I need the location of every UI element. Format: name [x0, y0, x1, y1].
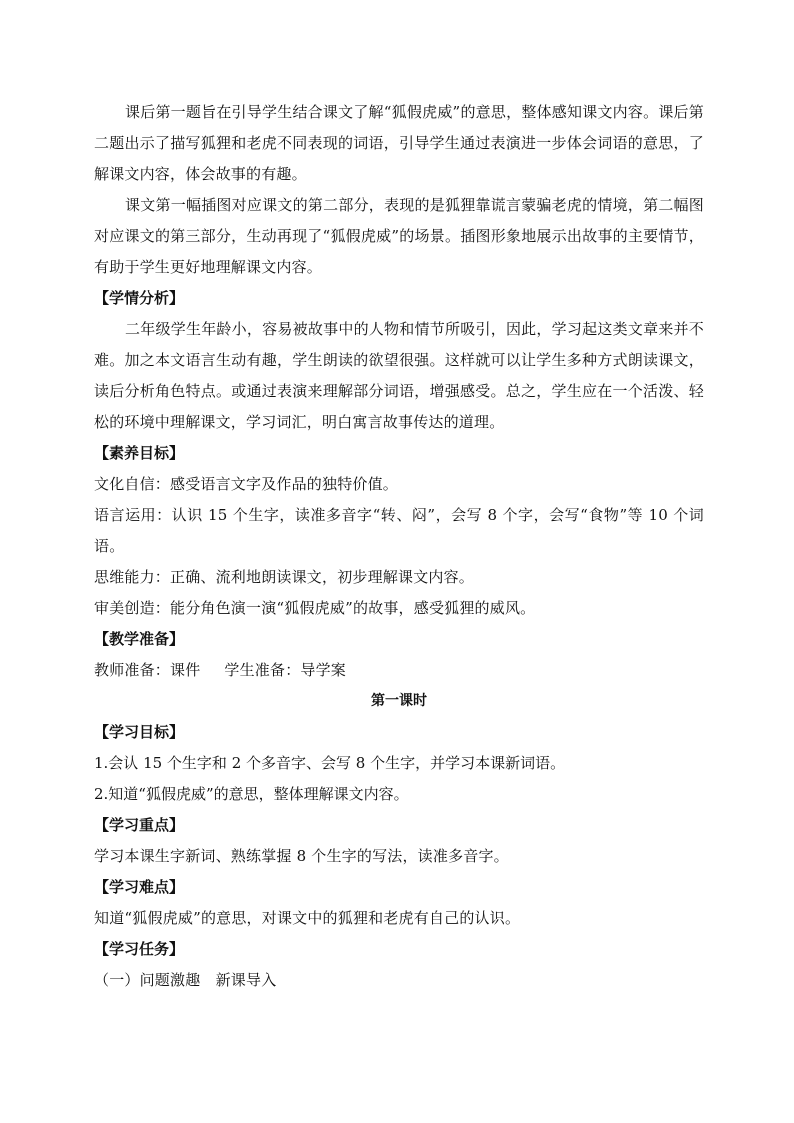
intro-paragraph-2: 课文第一幅插图对应课文的第二部分，表现的是狐狸靠谎言蒙骗老虎的情境，第二幅图对应课文的第三部分，生动再现了“狐假虎威”的场景。插图形象地展示出故事的主要情节，有助于学生更好地理解课文内容。 [94, 196, 704, 276]
tasks-heading: 【学习任务】 [94, 940, 185, 958]
document-body [94, 97, 704, 996]
goals-heading: 【素养目标】 [94, 444, 185, 462]
prep-student: 学生准备：导学案 [224, 661, 347, 679]
task-1: （一）问题激趣 新课导入 [94, 971, 277, 989]
key-heading: 【学习重点】 [94, 816, 185, 834]
goal-culture: 文化自信：感受语言文字及作品的独特价值。 [94, 475, 399, 493]
analysis-text: 二年级学生年龄小，容易被故事中的人物和情节所吸引，因此，学习起这类文章来并不难。加之本文语言生动有趣，学生朗读的欲望很强。这样就可以让学生多种方式朗读课文，读后分析角色特点。或通过表演来理解部分词语，增强感受。总之，学生应在一个活泼、轻松的环境中理解课文，学习词汇，明白寓言故事传达的道理。 [94, 320, 704, 431]
key-text: 学习本课生字新词、熟练掌握 8 个生字的写法，读准多音字。 [94, 847, 509, 865]
goal-aesthetic: 审美创造：能分角色演一演“狐假虎威”的故事，感受狐狸的威风。 [94, 599, 536, 617]
prep-heading: 【教学准备】 [94, 630, 185, 648]
objective-2: 2.知道“狐假虎威”的意思，整体理解课文内容。 [94, 785, 409, 803]
difficulty-text: 知道“狐假虎威”的意思，对课文中的狐狸和老虎有自己的认识。 [94, 909, 521, 927]
intro-paragraph-1: 课后第一题旨在引导学生结合课文了解“狐假虎威”的意思，整体感知课文内容。课后第二题出示了描写狐狸和老虎不同表现的词语，引导学生通过表演进一步体会词语的意思，了解课文内容，体会故事的有趣。 [94, 103, 704, 183]
objectives-heading: 【学习目标】 [94, 723, 185, 741]
analysis-heading: 【学情分析】 [94, 289, 185, 307]
prep-teacher: 教师准备：课件 [94, 661, 201, 679]
difficulty-heading: 【学习难点】 [94, 878, 185, 896]
prep-line [94, 655, 704, 686]
goal-language: 语言运用：认识 15 个生字，读准多音字“转、闷”，会写 8 个字，会写“食物”等 10 个词语。 [94, 506, 704, 555]
objective-1: 1.会认 15 个生字和 2 个多音字、会写 8 个生字，并学习本课新词语。 [94, 754, 566, 772]
lesson-title: 第一课时 [371, 693, 427, 709]
goal-thinking: 思维能力：正确、流利地朗读课文，初步理解课文内容。 [94, 568, 475, 586]
